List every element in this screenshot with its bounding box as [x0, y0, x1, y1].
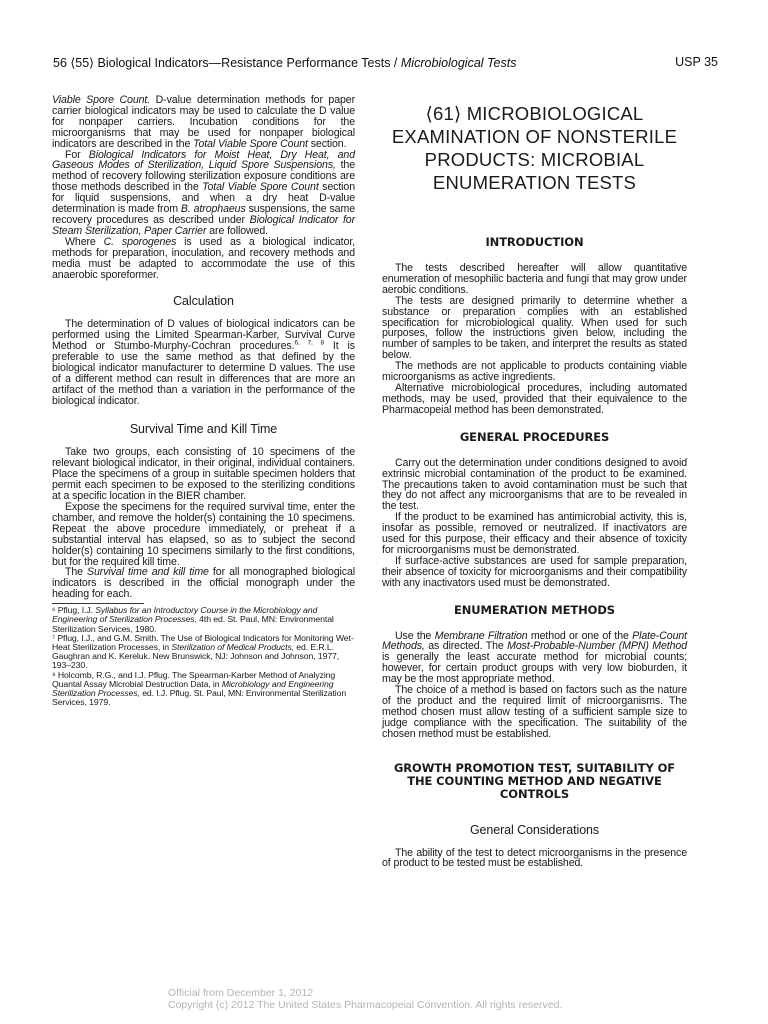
text: For	[65, 148, 89, 161]
left-column	[52, 95, 355, 707]
paragraph	[52, 150, 355, 237]
text: the method of recovery following sterilization exposure conditions are those methods described in the	[52, 159, 356, 194]
text: section for liquid suspensions, and when a dry heat D-value determination is made from	[52, 181, 355, 216]
footnote-7	[52, 634, 355, 671]
italic-text: Viable Spore Count.	[52, 94, 151, 106]
italic-text: B. atrophaeus	[180, 203, 246, 216]
italic-text: Plate-Count Methods,	[382, 629, 687, 653]
text: as directed. The	[424, 640, 508, 653]
paragraph: Expose the specimens for the required survival time, enter the chamber, and remove the holder(s) containing the 10 specimens. Repeat the above procedure immediately, or preheat if a substantial interval has elapsed, so as to subject the second holder(s) containing 10 specimens similarly to the first conditions, but for the required kill time.	[52, 501, 355, 568]
chapter-title: ⟨61⟩ MICROBIOLOGICAL EXAMINATION OF NONSTERILE PRODUCTS: MICROBIAL ENUMERATION TESTS	[391, 103, 678, 193]
italic-text: Survival time and kill time	[87, 566, 209, 579]
paragraph	[52, 567, 355, 600]
text: are followed.	[206, 224, 268, 237]
italic-text: Sterilization of Medical Products,	[171, 641, 294, 652]
italic-text: Total Viable Spore Count	[202, 181, 319, 194]
paragraph	[52, 237, 355, 281]
text: is generally the least accurate method for microbial counts; however, for certain product groups with very low bioburden, it may be the most appropriate method.	[382, 651, 687, 686]
paragraph	[52, 319, 355, 406]
header-section-italic: Microbiological Tests	[400, 56, 517, 70]
italic-text: Syllabus for an Introductory Course in the Microbiology and Engineering of Sterilization Processes,	[52, 605, 318, 625]
header-section-text: 56 ⟨55⟩ Biological Indicators—Resistance Performance Tests /	[53, 56, 401, 70]
right-column	[382, 102, 687, 869]
text: ed. E.R.L. Gaughran and K. Kereluk. New Brunswick, NJ: Johnson and Johnson, 1977, 193–230.	[52, 641, 340, 671]
paragraph	[382, 631, 687, 686]
paragraph: Take two groups, each consisting of 10 specimens of the relevant biological indicator, in their original, individual containers. Place the specimens of a group in suitable specimen holders that permit each specimen to be exposed to the sterilizing conditions at a specific location in the BIER chamber.	[52, 446, 355, 503]
footnote-8	[52, 671, 355, 708]
section-heading-general-considerations: General Considerations	[469, 822, 600, 837]
text: D-value determination methods for paper carrier biological indicators may be used to calculate the D value for nonpaper carriers. Incubation conditions for the microorganisms that may be used for nonpaper biological indicators are described in the	[52, 94, 355, 150]
text: 4th ed. St. Paul, MN: Environmental Sterilization Services, 1980.	[52, 614, 334, 634]
text: suspensions, the same recovery procedures as described under	[52, 203, 355, 226]
text: It is preferable to use the same method as that defined by the biological indicator manufacturer to determine D values. The use of a different method can result in differences that are more an artifact of the method than a variation in the performance of the biological indicator.	[52, 340, 356, 407]
paragraph: If the product to be examined has antimicrobial activity, this is, insofar as possible, removed or neutralized. If inactivators are used for this purpose, their efficacy and their absence of toxicity for microorganisms must be demonstrated.	[382, 511, 687, 556]
footer-official-date: Official from December 1, 2012	[168, 987, 314, 999]
italic-text: Most-Probable-Number (MPN) Method	[507, 640, 688, 653]
section-heading-calculation: Calculation	[173, 294, 234, 309]
text: Use the	[395, 629, 435, 642]
paragraph: Alternative microbiological procedures, including automated methods, may be used, provided that their equivalence to the Pharmacopeial method has been demonstrated.	[382, 381, 687, 416]
text: The	[65, 566, 88, 579]
paragraph	[52, 95, 355, 150]
italic-text: Biological Indicators for Moist Heat, Dry Heat, and Gaseous Modes of Sterilization, Liquid Spore Suspensions,	[52, 148, 355, 172]
section-heading-introduction: INTRODUCTION	[485, 235, 584, 249]
text: ⁸ Holcomb, R.G., and I.J. Pflug. The Spearman-Karber Method of Analyzing Quantal Assay Microbial Destruction Data, in	[52, 669, 336, 689]
running-header-left	[53, 55, 516, 70]
section-heading-growth-promotion: GROWTH PROMOTION TEST, SUITABILITY OF THE COUNTING METHOD AND NEGATIVE CONTROLS	[393, 760, 676, 801]
copyright-footer	[168, 987, 562, 1011]
paragraph: The choice of a method is based on factors such as the nature of the product and the required limit of microorganisms. The method chosen must allow testing of a sufficient sample size to judge compliance with the specification. The suitability of the chosen method must be established.	[382, 684, 687, 740]
text: is used as a biological indicator, methods for preparation, inoculation, and recovery methods and media must be adapted to accommodate the use of this anaerobic sporeformer.	[52, 235, 356, 281]
paragraph: If surface-active substances are used for sample preparation, their absence of toxicity for microorganisms and their compatibility with any inactivators used must be demonstrated.	[382, 554, 687, 589]
italic-text: C. sporogenes	[103, 235, 177, 248]
text: ⁷ Pflug, I.J., and G.M. Smith. The Use of Biological Indicators for Monitoring Wet-Heat Sterilization Processes, in	[52, 632, 354, 652]
section-heading-enumeration-methods: ENUMERATION METHODS	[454, 602, 615, 617]
section-heading-survival-time: Survival Time and Kill Time	[129, 421, 278, 436]
paragraph: The tests described hereafter will allow quantitative enumeration of mesophilic bacteria and fungi that may grow under aerobic conditions.	[382, 262, 687, 296]
paragraph: The ability of the test to detect microorganisms in the presence of product to be tested must be established.	[382, 846, 687, 870]
paragraph: Carry out the determination under conditions designed to avoid extrinsic microbial contamination of the product to be examined. The precautions taken to avoid contamination must be such that they do not affect any microorganisms that are to be revealed in the test.	[382, 456, 687, 513]
text: for all monographed biological indicators is described in the official monograph under the heading for each.	[52, 566, 355, 601]
footnote-divider	[52, 603, 144, 604]
running-header-right: USP 35	[675, 55, 718, 69]
footer-copyright: Copyright (c) 2012 The United States Pharmacopeial Convention. All rights reserved.	[168, 999, 563, 1011]
italic-text: Biological Indicator for Steam Sterilization, Paper Carrier	[52, 213, 356, 237]
footnote-reference: 6, 7, 8	[294, 339, 324, 347]
text: method or one of the	[527, 629, 633, 642]
paragraph: The tests are designed primarily to determine whether a substance or preparation complies with an established specification for microbiological quality. When used for such purposes, follow the instructions given below, including the number of samples to be taken, and interpret the results as stated below.	[382, 294, 687, 362]
text: The determination of D values of biological indicators can be performed using the Limited Spearman-Karber, Survival Curve Method or Stumbo-Murphy-Cochran procedures.	[52, 318, 355, 353]
text: section.	[307, 137, 347, 150]
text: Where	[65, 235, 104, 248]
italic-text: Membrane Filtration	[434, 629, 528, 642]
section-heading-general-procedures: GENERAL PROCEDURES	[459, 429, 610, 444]
text: ed. I.J. Pflug. St. Paul, MN: Environmental Sterilization Services, 1979.	[52, 687, 347, 708]
footnote-6	[52, 606, 355, 634]
italic-text: Microbiology and Engineering Sterilization Processes,	[52, 678, 334, 698]
text: ⁶ Pflug, I.J.	[52, 605, 96, 616]
italic-text: Total Viable Spore Count	[193, 137, 308, 150]
paragraph: The methods are not applicable to products containing viable microorganisms as active ingredients.	[382, 360, 687, 384]
